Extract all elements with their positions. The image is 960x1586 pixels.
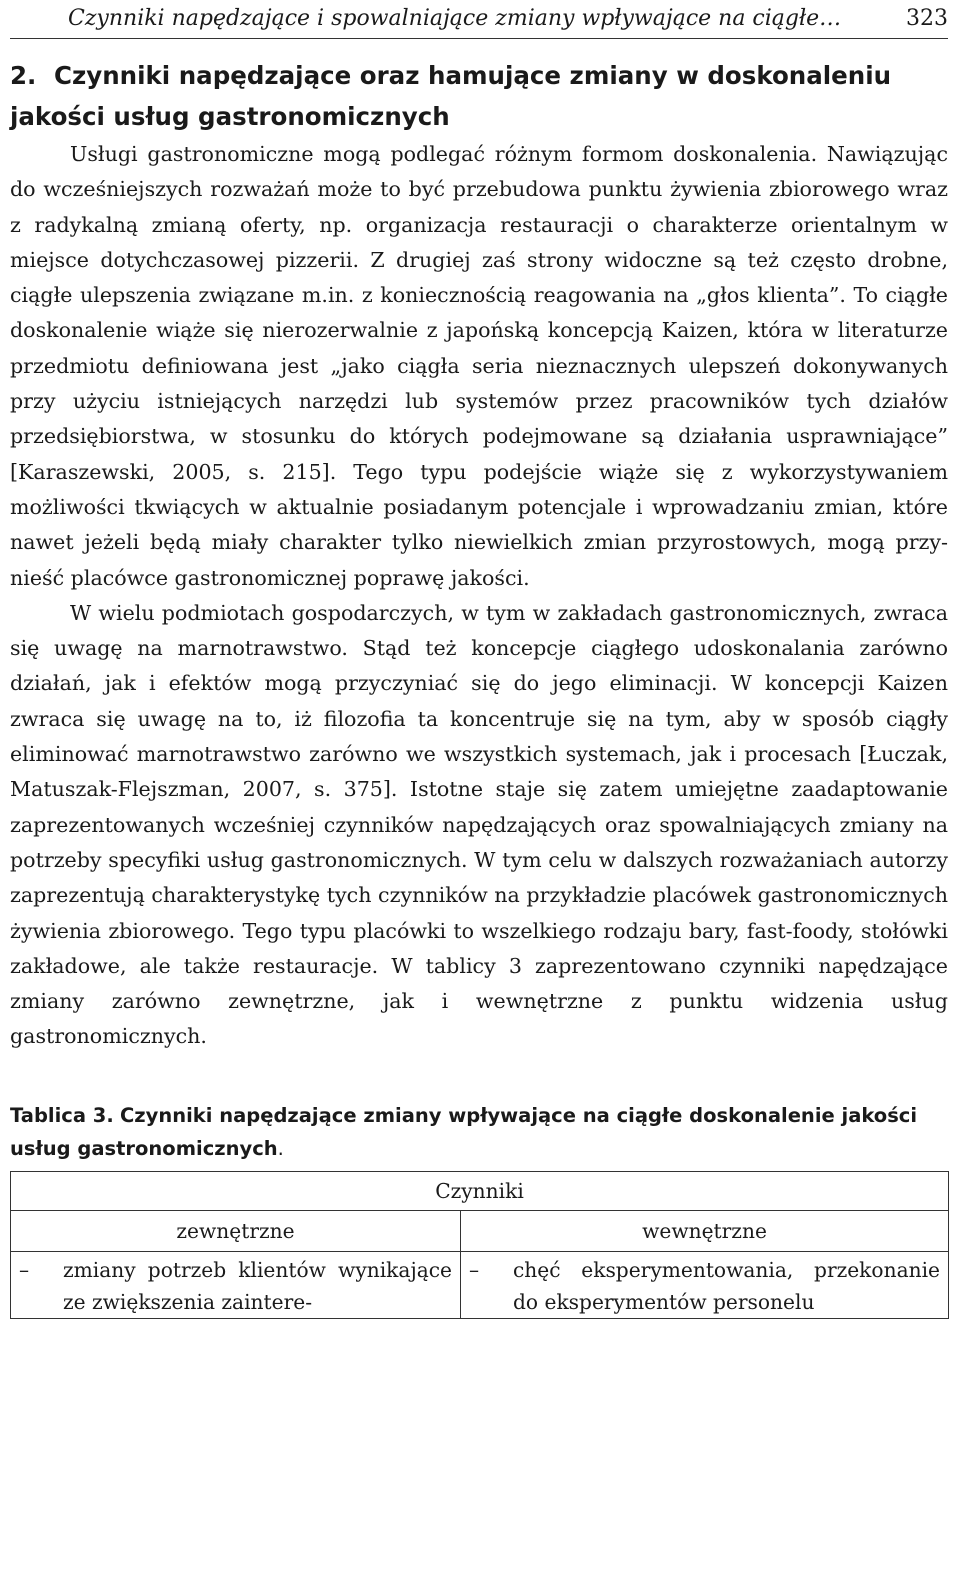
table-caption-label: Tablica 3. [10,1103,114,1127]
table-caption [10,1099,948,1165]
body-paragraph: Usługi gastronomiczne mogą podlegać różnym formom doskonalenia. Nawiązując do wcześniejszych rozważań może to być przebudowa punktu żywienia zbiorowego wraz z radykalną zmianą oferty, np. organizacja restauracji o charakterze orientalnym w miejsce dotychczasowej pizzerii. Z drugiej zaś strony widoczne są też często drobne, ciągłe ulepszenia związane m.in. z koniecznością reagowania na „głos klienta”. To ciągłe doskonalenie wiąże się nierozerwalnie z japońską koncepcją Kaizen, która w literaturze przedmiotu definiowana jest „jako ciągła seria nieznacznych ulepszeń dokonywanych przy użyciu istniejących narzędzi lub systemów przez pracowników tych działów przedsiębiorstwa, w stosunku do których podejmowane są działania usprawniające” [Karaszewski, 2005, s. 215]. Tego typu podejście wiąże się z wykorzystywaniem możliwości tkwiących w aktualnie posiadanym potencjale i wprowadzaniu zmian, które nawet jeżeli będą miały charakter tylko niewielkich zmian przyrostowych, mogą przynieść placówce gastronomicznej poprawę jakości. [10,142,948,590]
external-factor-text: zmiany potrzeb klientów wynikające ze zwiększenia zaintere- [63,1257,452,1314]
list-item [19,1254,452,1318]
page-number: 323 [906,6,948,31]
body-paragraph: W wielu podmiotach gospodarczych, w tym w zakładach gastronomicznych, zwraca się uwagę na marnotrawstwo. Stąd też koncepcje ciągłego udoskonalania zarówno działań, jak i efektów mogą przyczyniać się do jego eliminacji. W koncepcji Kaizen zwraca się uwagę na to, iż filozofia ta koncentruje się na tym, aby w sposób ciągły eliminować marnotrawstwo zarówno we wszystkich systemach, jak i procesach [Łuczak, Matuszak-Flejszman, 2007, s. 375]. Istotne staje się zatem umiejętne zaadaptowanie zaprezentowanych wcześniej czynników napędzających oraz spowalniających zmiany na potrzeby specyfiki usług gastronomicznych. W tym celu w dalszych rozważaniach autorzy zaprezentują charakterystykę tych czynników na przykładzie placówek gastronomicznych żywienia zbiorowego. Tego typu placówki to wszelkiego rodzaju bary, fast-foody, stołówki zakładowe, ale także restauracje. W tablicy 3 zaprezentowano czynniki napędzające zmiany zarówno zewnętrzne, jak i wewnętrzne z punktu widzenia usług gastronomicznych. [10,600,948,1049]
table-header-factors: Czynniki [11,1171,949,1210]
running-title: Czynniki napędzające i spowalniające zmiany wpływające na ciągłe… [68,6,842,31]
running-header [10,0,948,39]
table-caption-text: Czynniki napędzające zmiany wpływające na ciągłe doskonalenie jakości usług gastronomicznych [10,1103,918,1160]
table-cell-internal [461,1251,949,1318]
section-heading-line1 [10,55,948,96]
section-title-line1: Czynniki napędzające oraz hamujące zmiany w doskonaleniu [54,61,892,90]
dash-bullet: – [469,1257,480,1282]
internal-factor-text: chęć eksperymentowania, przekonanie do eksperymentów personelu [513,1257,941,1314]
table-header-internal: wewnętrzne [461,1210,949,1251]
document-page [10,0,948,1319]
table-cell-external [11,1251,461,1318]
dash-bullet: – [19,1257,30,1282]
section-title-line2: jakości usług gastronomicznych [10,102,450,131]
table-header-external: zewnętrzne [11,1210,461,1251]
table-header-row [11,1171,949,1210]
list-item [469,1254,940,1318]
factors-table [10,1171,949,1319]
table-caption-end: . [277,1136,284,1160]
table-row [11,1251,949,1318]
section-heading [10,55,948,137]
table-subheader-row [11,1210,949,1251]
section-number: 2. [10,61,37,90]
